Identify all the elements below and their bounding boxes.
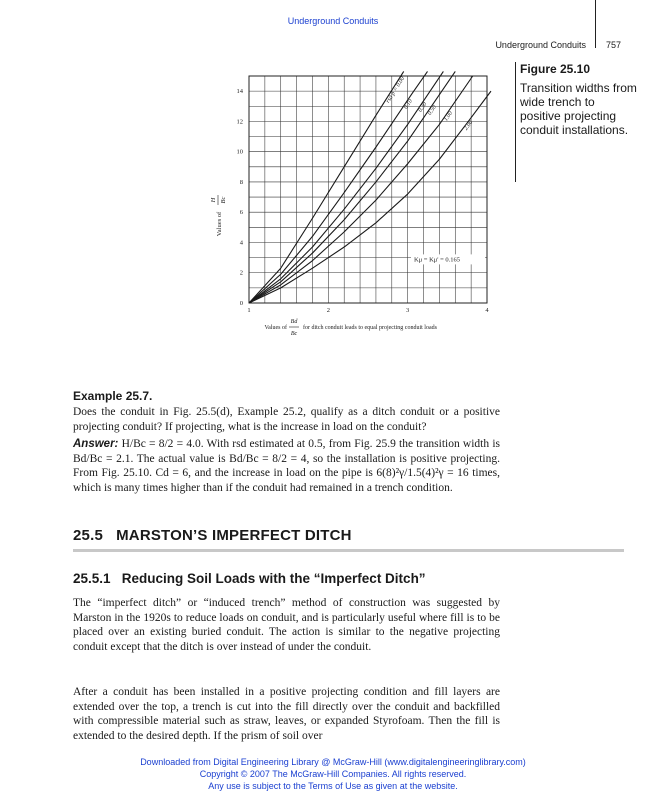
y-tick-label: 4 bbox=[239, 239, 243, 247]
y-tick-label: 10 bbox=[236, 148, 243, 156]
header-rule bbox=[595, 0, 596, 48]
chart-annotation: Kμ = Kμ' = 0.165 bbox=[414, 256, 461, 264]
top-banner: Underground Conduits bbox=[287, 16, 379, 26]
series-label: 1.00 bbox=[443, 110, 455, 123]
y-tick-label: 14 bbox=[236, 88, 243, 96]
y-tick-label: 2 bbox=[239, 269, 243, 277]
x-axis-label-suffix: for ditch conduit leads to equal projecting conduit loads bbox=[303, 325, 437, 331]
x-axis-label-prefix: Values of bbox=[264, 325, 287, 331]
transition-width-chart bbox=[210, 60, 510, 356]
figure-caption: Transition widths from wide trench to positive projecting conduit installations. bbox=[520, 81, 637, 137]
x-tick-label: 4 bbox=[485, 307, 489, 314]
x-tick-label: 3 bbox=[406, 307, 410, 314]
y-axis-label-numerator: H bbox=[210, 197, 217, 203]
series-label: rsd p = 0.00 bbox=[385, 75, 407, 105]
footer-download-link[interactable]: Downloaded from Digital Engineering Library @ McGraw-Hill (www.digitalengineeringlibrary.com) bbox=[140, 757, 526, 767]
answer-text: H/Bc = 8/2 = 4.0. With rsd estimated at 0.5, from Fig. 25.9 the transition width is Bd/Bc = 2.1. The actual value is Bd/Bc = 8/2 = 4, so the installation is positive projecting. From Fig. 25.10. Cd = 6, and the increase in load on the pipe is 6(8)²γ/1.5(4)²γ = 16 times, which is many times higher than if the conduit had remained in a trench condition. bbox=[73, 438, 500, 494]
example-answer bbox=[73, 437, 500, 495]
x-axis-label bbox=[265, 319, 438, 337]
body-paragraph-2: After a conduit has been installed in a positive projecting condition and fill layers are extended over the top, a trench is cut into the fill directly over the conduit and backfilled with compressible material such as straw, leaves, or expanded Styrofoam. Then the fill is extended to the desired depth. If the prism of soil over bbox=[73, 686, 500, 742]
footer-copyright: Copyright © 2007 The McGraw-Hill Companies. All rights reserved. bbox=[199, 769, 467, 779]
running-head: Underground Conduits bbox=[495, 40, 586, 50]
x-tick-label: 2 bbox=[326, 307, 330, 314]
y-tick-label: 8 bbox=[239, 178, 243, 186]
footer-terms-link[interactable]: Any use is subject to the Terms of Use as given at the website. bbox=[208, 781, 458, 791]
y-axis-label-prefix: Values of bbox=[216, 211, 223, 237]
coefficient-annotation-group bbox=[411, 254, 485, 264]
y-axis-label bbox=[210, 195, 227, 236]
body-paragraph-1: The “imperfect ditch” or “induced trench” method of construction was suggested by Marston in the 1920s to reduce loads on conduit, and is particularly useful where fill is to be placed over an existing buried conduit. The action is similar to the negative projecting conduit except that the ditch is over instead of under the conduit. bbox=[73, 597, 500, 653]
example-title: Example 25.7. bbox=[73, 389, 153, 403]
y-axis-label-denominator: Bc bbox=[220, 196, 227, 204]
x-axis-label-numerator: Bd bbox=[290, 319, 298, 325]
x-axis-label-denominator: Bc bbox=[290, 331, 298, 337]
figure-caption-rule bbox=[515, 62, 516, 182]
subsection-title: 25.5.1 Reducing Soil Loads with the “Imperfect Ditch” bbox=[73, 571, 426, 586]
series-label: 2.00 bbox=[463, 119, 475, 132]
series-label: 0.30 bbox=[417, 101, 429, 114]
series-labels bbox=[385, 76, 474, 132]
section-title: 25.5 MARSTON’S IMPERFECT DITCH bbox=[73, 527, 352, 544]
figure-label: Figure 25.10 bbox=[520, 62, 591, 76]
y-tick-label: 12 bbox=[236, 118, 243, 126]
series-label: 0.50 bbox=[426, 104, 438, 117]
example-question: Does the conduit in Fig. 25.5(d), Example 25.2, qualify as a ditch conduit or a positive projecting conduit? If projecting, what is the increase in load on the conduit? bbox=[73, 406, 500, 433]
series-label: 0.10 bbox=[403, 98, 414, 111]
y-tick-label: 0 bbox=[239, 300, 243, 307]
footer bbox=[0, 756, 666, 792]
x-tick-label: 1 bbox=[247, 307, 251, 314]
section-rule bbox=[73, 549, 624, 552]
y-tick-label: 6 bbox=[239, 209, 243, 217]
page-number: 757 bbox=[606, 40, 622, 50]
answer-label: Answer: bbox=[73, 438, 119, 450]
